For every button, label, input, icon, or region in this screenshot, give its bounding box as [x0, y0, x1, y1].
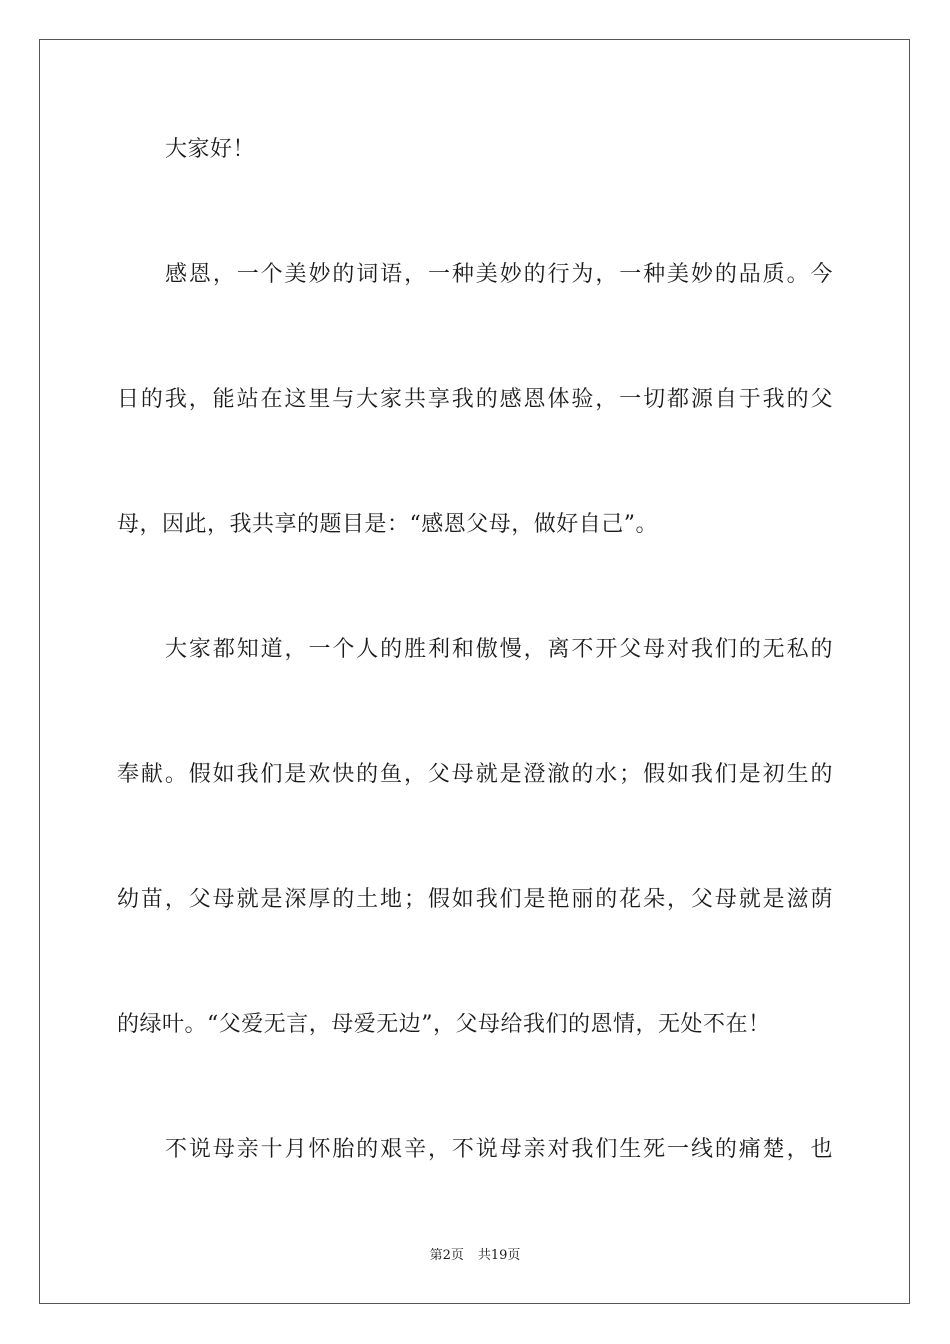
text-line: 大家都知道，一个人的胜利和傲慢，离不开父母对我们的无私的 — [165, 637, 833, 662]
text-line: 感恩，一个美妙的词语，一种美妙的行为，一种美妙的品质。今 — [165, 262, 833, 287]
page-footer — [0, 1247, 950, 1265]
page-total: 共19页 — [477, 1248, 521, 1263]
page-border — [39, 39, 910, 1304]
text-line: 奉献。假如我们是欢快的鱼，父母就是澄澈的水；假如我们是初生的 — [117, 762, 833, 787]
greeting-line: 大家好！ — [165, 137, 256, 162]
text-line: 母，因此，我共享的题目是：“感恩父母，做好自己”。 — [117, 512, 658, 537]
page-number: 第2页 — [429, 1248, 464, 1263]
text-line: 日的我，能站在这里与大家共享我的感恩体验，一切都源自于我的父 — [117, 387, 833, 412]
text-line: 的绿叶。“父爱无言，母爱无边”，父母给我们的恩情，无处不在！ — [117, 1012, 771, 1037]
text-line: 不说母亲十月怀胎的艰辛，不说母亲对我们生死一线的痛楚，也 — [165, 1137, 833, 1162]
text-line: 幼苗，父母就是深厚的土地；假如我们是艳丽的花朵，父母就是滋荫 — [117, 887, 833, 912]
